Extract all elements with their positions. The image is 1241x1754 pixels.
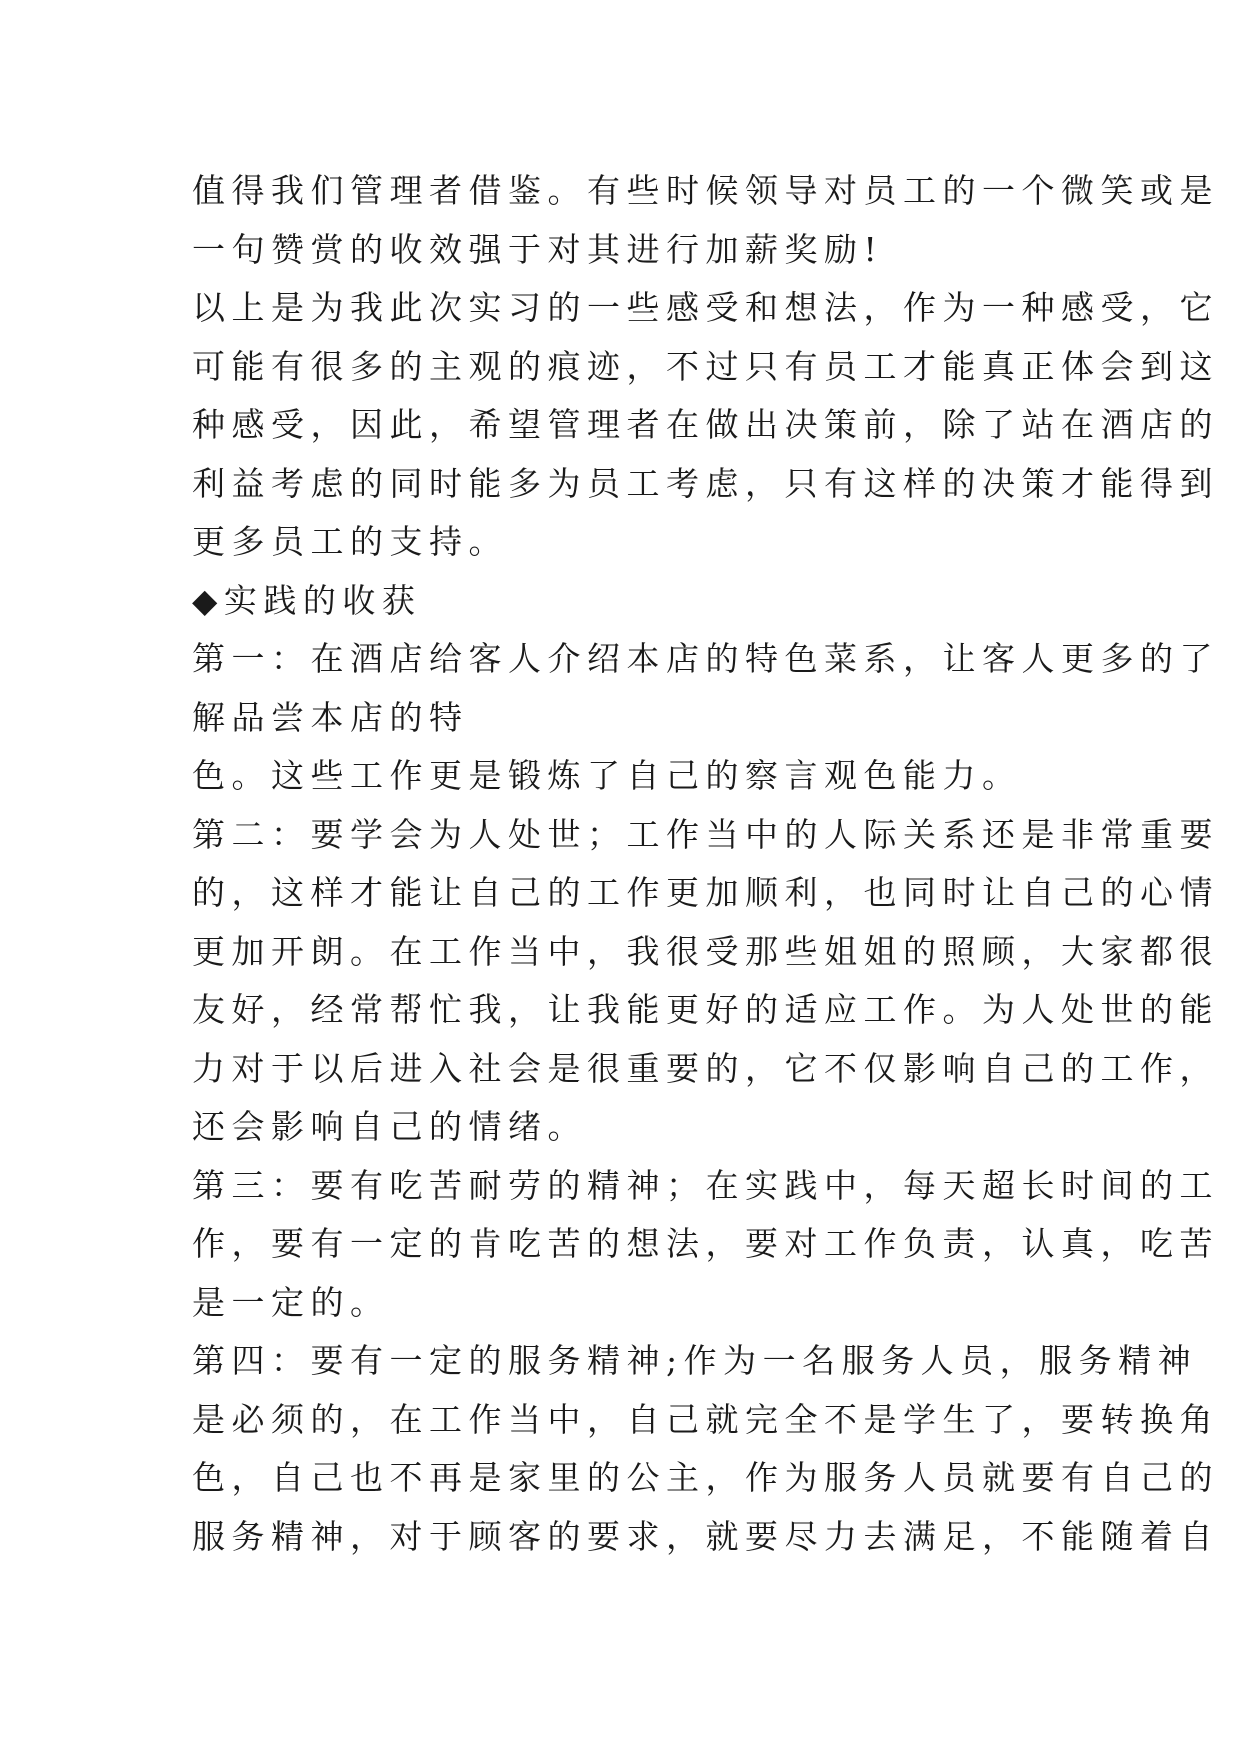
text-line: 力对于以后进入社会是很重要的，它不仅影响自己的工作， [192, 1048, 1219, 1088]
text-line: 是一定的。 [192, 1282, 390, 1322]
text-line: 值得我们管理者借鉴。有些时候领导对员工的一个微笑或是 [192, 171, 1219, 210]
text-line: 利益考虑的同时能多为员工考虑，只有这样的决策才能得到 [192, 463, 1219, 503]
body-text [192, 162, 1219, 1566]
text-line: 作，要有一定的肯吃苦的想法，要对工作负责，认真，吃苦 [192, 1224, 1219, 1263]
text-line: 解品尝本店的特 [192, 697, 469, 737]
text-line: 是必须的，在工作当中，自己就完全不是学生了，要转换角 [192, 1399, 1219, 1439]
text-line: 友好，经常帮忙我，让我能更好的适应工作。为人处世的能 [192, 990, 1219, 1029]
text-line: 一句赞赏的收效强于对其进行加薪奖励! [192, 229, 884, 269]
text-line: 种感受，因此，希望管理者在做出决策前，除了站在酒店的 [192, 405, 1219, 444]
text-line: 色。这些工作更是锻炼了自己的察言观色能力。 [192, 756, 1022, 795]
text-line: 的，这样才能让自己的工作更加顺利，也同时让自己的心情 [192, 873, 1219, 912]
text-line: 第三：要有吃苦耐劳的精神；在实践中，每天超长时间的工 [192, 1165, 1219, 1205]
text-line: 更多员工的支持。 [192, 522, 508, 561]
text-line: 第一：在酒店给客人介绍本店的特色菜系，让客人更多的了 [192, 639, 1219, 678]
text-line: 还会影响自己的情绪。 [192, 1107, 587, 1146]
text-line: 第四：要有一定的服务精神;作为一名服务人员，服务精神 [192, 1341, 1198, 1380]
text-line: 色，自己也不再是家里的公主，作为服务人员就要有自己的 [192, 1458, 1219, 1497]
text-line: 服务精神，对于顾客的要求，就要尽力去满足，不能随着自 [192, 1516, 1219, 1556]
section-heading: ◆实践的收获 [192, 580, 422, 620]
text-line: 可能有很多的主观的痕迹，不过只有员工才能真正体会到这 [192, 346, 1219, 386]
text-line: 更加开朗。在工作当中，我很受那些姐姐的照顾，大家都很 [192, 931, 1219, 971]
text-line: 以上是为我此次实习的一些感受和想法，作为一种感受，它 [192, 288, 1219, 327]
text-line: 第二：要学会为人处世；工作当中的人际关系还是非常重要 [192, 814, 1219, 854]
